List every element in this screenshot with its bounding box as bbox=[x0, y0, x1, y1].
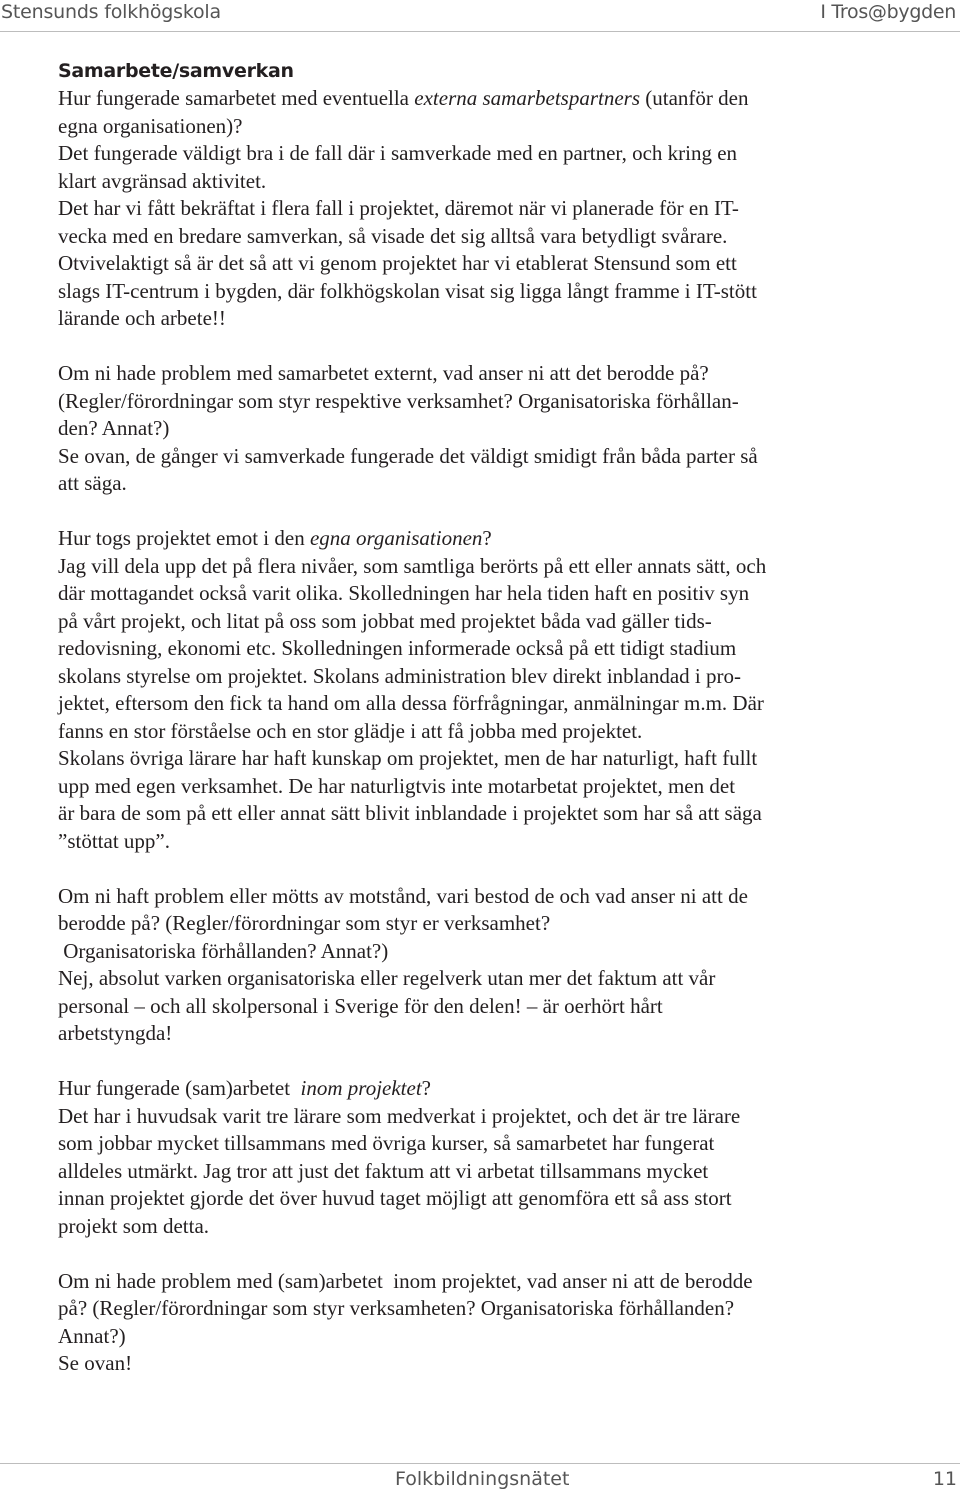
paragraph-gap bbox=[58, 498, 918, 526]
question-emphasis: egna organisationen bbox=[309, 526, 483, 550]
answer-line: personal – och all skolpersonal i Sverige för den delen! – är oerhört hårt bbox=[58, 993, 663, 1018]
answer-external-problems bbox=[58, 443, 918, 498]
question-external-partners bbox=[58, 85, 918, 140]
question-line: (Regler/förordningar som styr respektive verksamhet? Organisatoriska förhållan- bbox=[58, 388, 739, 413]
answer-external-partners bbox=[58, 140, 918, 333]
answer-line: är bara de som på ett eller annat sätt blivit inblandade i projektet som har så att säga bbox=[58, 801, 762, 825]
answer-line: fanns en stor förståelse och en stor glädje i att få jobba med projektet. bbox=[58, 718, 643, 743]
answer-line: jektet, eftersom den fick ta hand om alla dessa förfrågningar, anmälningar m.m. Där bbox=[58, 691, 764, 715]
answer-line: klart avgränsad aktivitet. bbox=[58, 168, 267, 193]
paragraph-gap bbox=[58, 333, 918, 361]
answer-line: Otvivelaktigt så är det så att vi genom projektet har vi etablerat Stensund som ett bbox=[58, 251, 737, 275]
header-divider bbox=[0, 31, 960, 32]
answer-line: vecka med en bredare samverkan, så visade det sig alltså vara betydligt svårare. bbox=[58, 223, 728, 248]
question-text: ? bbox=[482, 526, 492, 550]
question-line: den? Annat?) bbox=[58, 416, 170, 440]
question-external-problems bbox=[58, 360, 918, 443]
header-project-name: I Tros@bygden bbox=[820, 1, 956, 23]
answer-line: att säga. bbox=[58, 471, 127, 495]
question-line bbox=[58, 1075, 918, 1103]
answer-line: lärande och arbete!! bbox=[58, 306, 226, 330]
answer-line: på vårt projekt, och litat på oss som jobbat med projektet båda vad gäller tids- bbox=[58, 608, 712, 633]
page-header bbox=[0, 0, 960, 30]
answer-line: Se ovan, de gånger vi samverkade fungerade det väldigt smidigt från båda parter så bbox=[58, 443, 758, 468]
answer-project-problems bbox=[58, 1350, 918, 1378]
answer-line: Nej, absolut varken organisatoriska eller regelverk utan mer det faktum att vår bbox=[58, 966, 716, 990]
answer-line: projekt som detta. bbox=[58, 1213, 210, 1238]
question-line: Organisatoriska förhållanden? Annat?) bbox=[58, 938, 389, 963]
question-emphasis: inom projektet bbox=[300, 1076, 422, 1100]
question-text: (utanför den bbox=[640, 86, 749, 110]
question-line: Om ni hade problem med (sam)arbetet inom projektet, vad anser ni att de berodde bbox=[58, 1268, 753, 1293]
paragraph-gap bbox=[58, 1048, 918, 1076]
answer-line: där mottagandet också varit olika. Skolledningen har hela tiden haft en positiv syn bbox=[58, 581, 750, 605]
question-line: egna organisationen)? bbox=[58, 113, 243, 138]
answer-line: ”stöttat upp”. bbox=[58, 828, 170, 853]
answer-line: slags IT-centrum i bygden, där folkhögskolan visat sig ligga långt framme i IT-stött bbox=[58, 278, 757, 303]
answer-line: Det fungerade väldigt bra i de fall där i samverkade med en partner, och kring en bbox=[58, 141, 738, 165]
question-emphasis: externa samarbetspartners bbox=[414, 86, 640, 110]
answer-line: innan projektet gjorde det över huvud taget möjligt att genomföra ett så ass stort bbox=[58, 1186, 732, 1210]
question-line: Om ni haft problem eller mötts av motstånd, vari bestod de och vad anser ni att de bbox=[58, 883, 748, 908]
answer-line: alldeles utmärkt. Jag tror att just det faktum att vi arbetat tillsammans mycket bbox=[58, 1158, 709, 1183]
question-line bbox=[58, 85, 918, 113]
question-own-organisation bbox=[58, 525, 918, 553]
answer-own-organisation bbox=[58, 553, 918, 856]
paragraph-gap bbox=[58, 1240, 918, 1268]
question-resistance bbox=[58, 883, 918, 966]
answer-line: arbetstyngda! bbox=[58, 1021, 173, 1045]
question-text: Hur fungerade samarbetet med eventuella bbox=[58, 86, 415, 110]
answer-line: Det har i huvudsak varit tre lärare som medverkat i projektet, och det är tre lärare bbox=[58, 1103, 741, 1128]
header-school-name: Stensunds folkhögskola bbox=[1, 1, 221, 23]
question-within-project bbox=[58, 1075, 918, 1103]
answer-line: upp med egen verksamhet. De har naturligtvis inte motarbetat projektet, men det bbox=[58, 773, 736, 798]
footer-title: Folkbildningsnätet bbox=[395, 1468, 570, 1490]
answer-within-project bbox=[58, 1103, 918, 1241]
answer-line: Det har vi fått bekräftat i flera fall i projektet, däremot när vi planerade för en IT- bbox=[58, 196, 739, 220]
question-line: berodde på? (Regler/förordningar som styr er verksamhet? bbox=[58, 911, 551, 935]
answer-line: redovisning, ekonomi etc. Skolledningen informerade också på ett tidigt stadium bbox=[58, 636, 737, 660]
answer-line: skolans styrelse om projektet. Skolans administration blev direkt inblandad i pro- bbox=[58, 663, 741, 688]
question-line: Annat?) bbox=[58, 1323, 126, 1348]
paragraph-gap bbox=[58, 855, 918, 883]
section-heading: Samarbete/samverkan bbox=[58, 60, 294, 82]
question-line: på? (Regler/förordningar som styr verksamheten? Organisatoriska förhållanden? bbox=[58, 1296, 735, 1320]
document-body bbox=[58, 58, 918, 1378]
answer-line: Se ovan! bbox=[58, 1351, 133, 1375]
footer-divider bbox=[0, 1463, 960, 1464]
question-line bbox=[58, 525, 918, 553]
answer-line: som jobbar mycket tillsammans med övriga kurser, så samarbetet har fungerat bbox=[58, 1131, 715, 1155]
question-text: ? bbox=[421, 1076, 431, 1100]
question-line: Om ni hade problem med samarbetet externt, vad anser ni att det berodde på? bbox=[58, 361, 709, 385]
question-text: Hur togs projektet emot i den bbox=[58, 526, 310, 550]
answer-line: Jag vill dela upp det på flera nivåer, som samtliga berörts på ett eller annats sätt, och bbox=[58, 553, 767, 578]
answer-line: Skolans övriga lärare har haft kunskap om projektet, men de har naturligt, haft fullt bbox=[58, 746, 758, 770]
question-project-problems bbox=[58, 1268, 918, 1351]
question-text: Hur fungerade (sam)arbetet bbox=[58, 1076, 301, 1100]
answer-resistance bbox=[58, 965, 918, 1048]
page-number: 11 bbox=[932, 1468, 957, 1490]
